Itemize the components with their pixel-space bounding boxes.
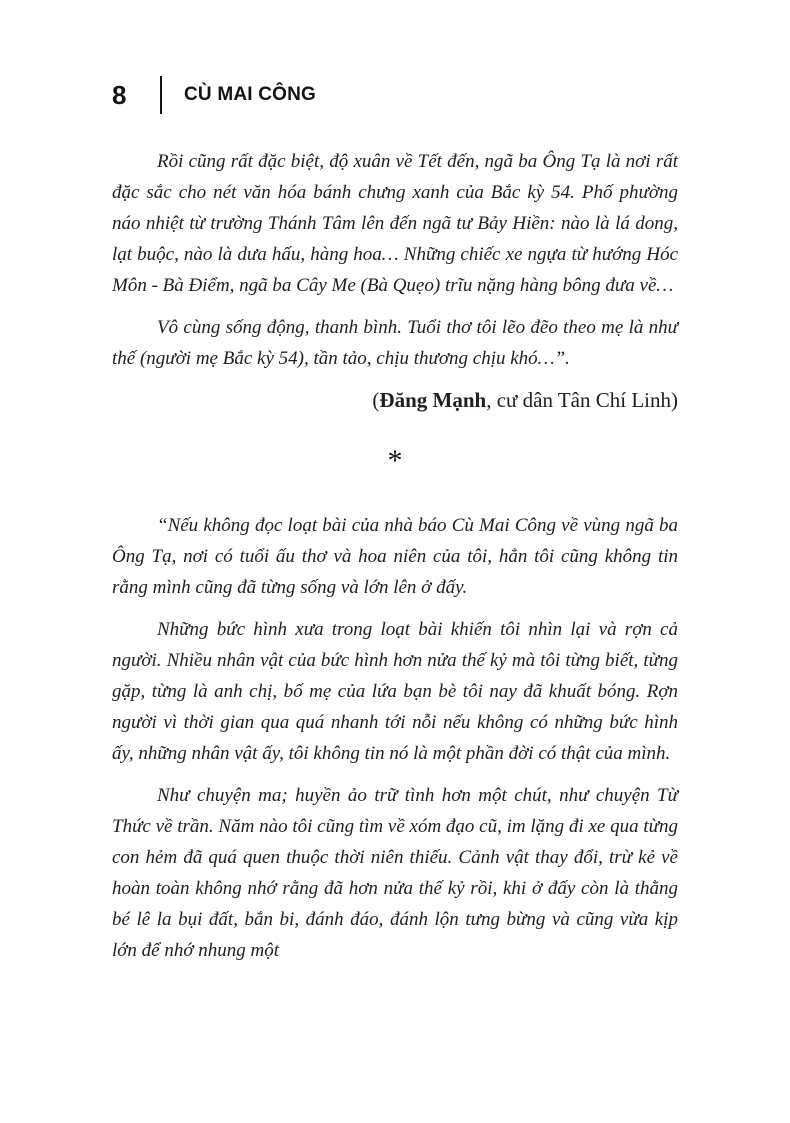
page-body (112, 146, 678, 966)
page-header (112, 76, 678, 114)
quote-paragraph: “Nếu không đọc loạt bài của nhà báo Cù Mai Công về vùng ngã ba Ông Tạ, nơi có tuổi ấu thơ và hoa niên của tôi, hẳn tôi cũng không tin rằng mình cũng đã từng sống và lớn lên ở đấy. (112, 515, 678, 598)
quote-paragraph: Rồi cũng rất đặc biệt, độ xuân về Tết đến, ngã ba Ông Tạ là nơi rất đặc sắc cho nét văn hóa bánh chưng xanh của Bắc kỳ 54. Phố phường náo nhiệt từ trường Thánh Tâm lên đến ngã tư Bảy Hiền: nào là lá dong, lạt buộc, nào là dưa hấu, hàng hoa… Những chiếc xe ngựa từ hướng Hóc Môn - Bà Điểm, ngã ba Cây Me (Bà Quẹo) trĩu nặng hàng bông đưa về… (112, 151, 678, 296)
attribution-suffix: , cư dân Tân Chí Linh) (486, 388, 678, 412)
quote-paragraph: Vô cùng sống động, thanh bình. Tuổi thơ tôi lẽo đẽo theo mẹ là như thế (người mẹ Bắc kỳ 54), tần tảo, chịu thương chịu khó…”. (112, 317, 678, 369)
testimonial-block-2 (112, 510, 678, 966)
quote-paragraph: Những bức hình xưa trong loạt bài khiến tôi nhìn lại và rợn cả người. Nhiều nhân vật của bức hình hơn nửa thế kỷ mà tôi từng biết, từng gặp, từng là anh chị, bố mẹ của lứa bạn bè tôi nay đã khuất bóng. Rợn người vì thời gian qua quá nhanh tới nỗi nếu không có những bức hình ấy, những nhân vật ấy, tôi không tin nó là một phần đời có thật của mình. (112, 619, 678, 764)
running-title: CÙ MAI CÔNG (184, 84, 317, 105)
attribution-name: Đăng Mạnh (379, 388, 487, 412)
page-number: 8 (112, 79, 127, 110)
asterisk-separator: * (387, 444, 403, 477)
attribution-prefix: ( (372, 388, 380, 412)
attribution-line (112, 385, 678, 416)
testimonial-1-paragraphs (112, 146, 678, 374)
header-divider-rule (160, 76, 162, 114)
testimonial-2-paragraphs (112, 510, 678, 966)
testimonial-block-1 (112, 146, 678, 416)
quote-paragraph: Như chuyện ma; huyền ảo trữ tình hơn một chút, như chuyện Từ Thức về trần. Năm nào tôi cũng tìm về xóm đạo cũ, im lặng đi xe qua từng con hẻm đã quá quen thuộc thời niên thiếu. Cảnh vật thay đổi, trừ kẻ về hoàn toàn không nhớ rằng đã hơn nửa thế kỷ rồi, khi ở đấy còn là thằng bé lê la bụi đất, bắn bi, đánh đáo, đánh lộn tưng bừng và cũng vừa kịp lớn để nhớ nhung một (112, 785, 678, 961)
